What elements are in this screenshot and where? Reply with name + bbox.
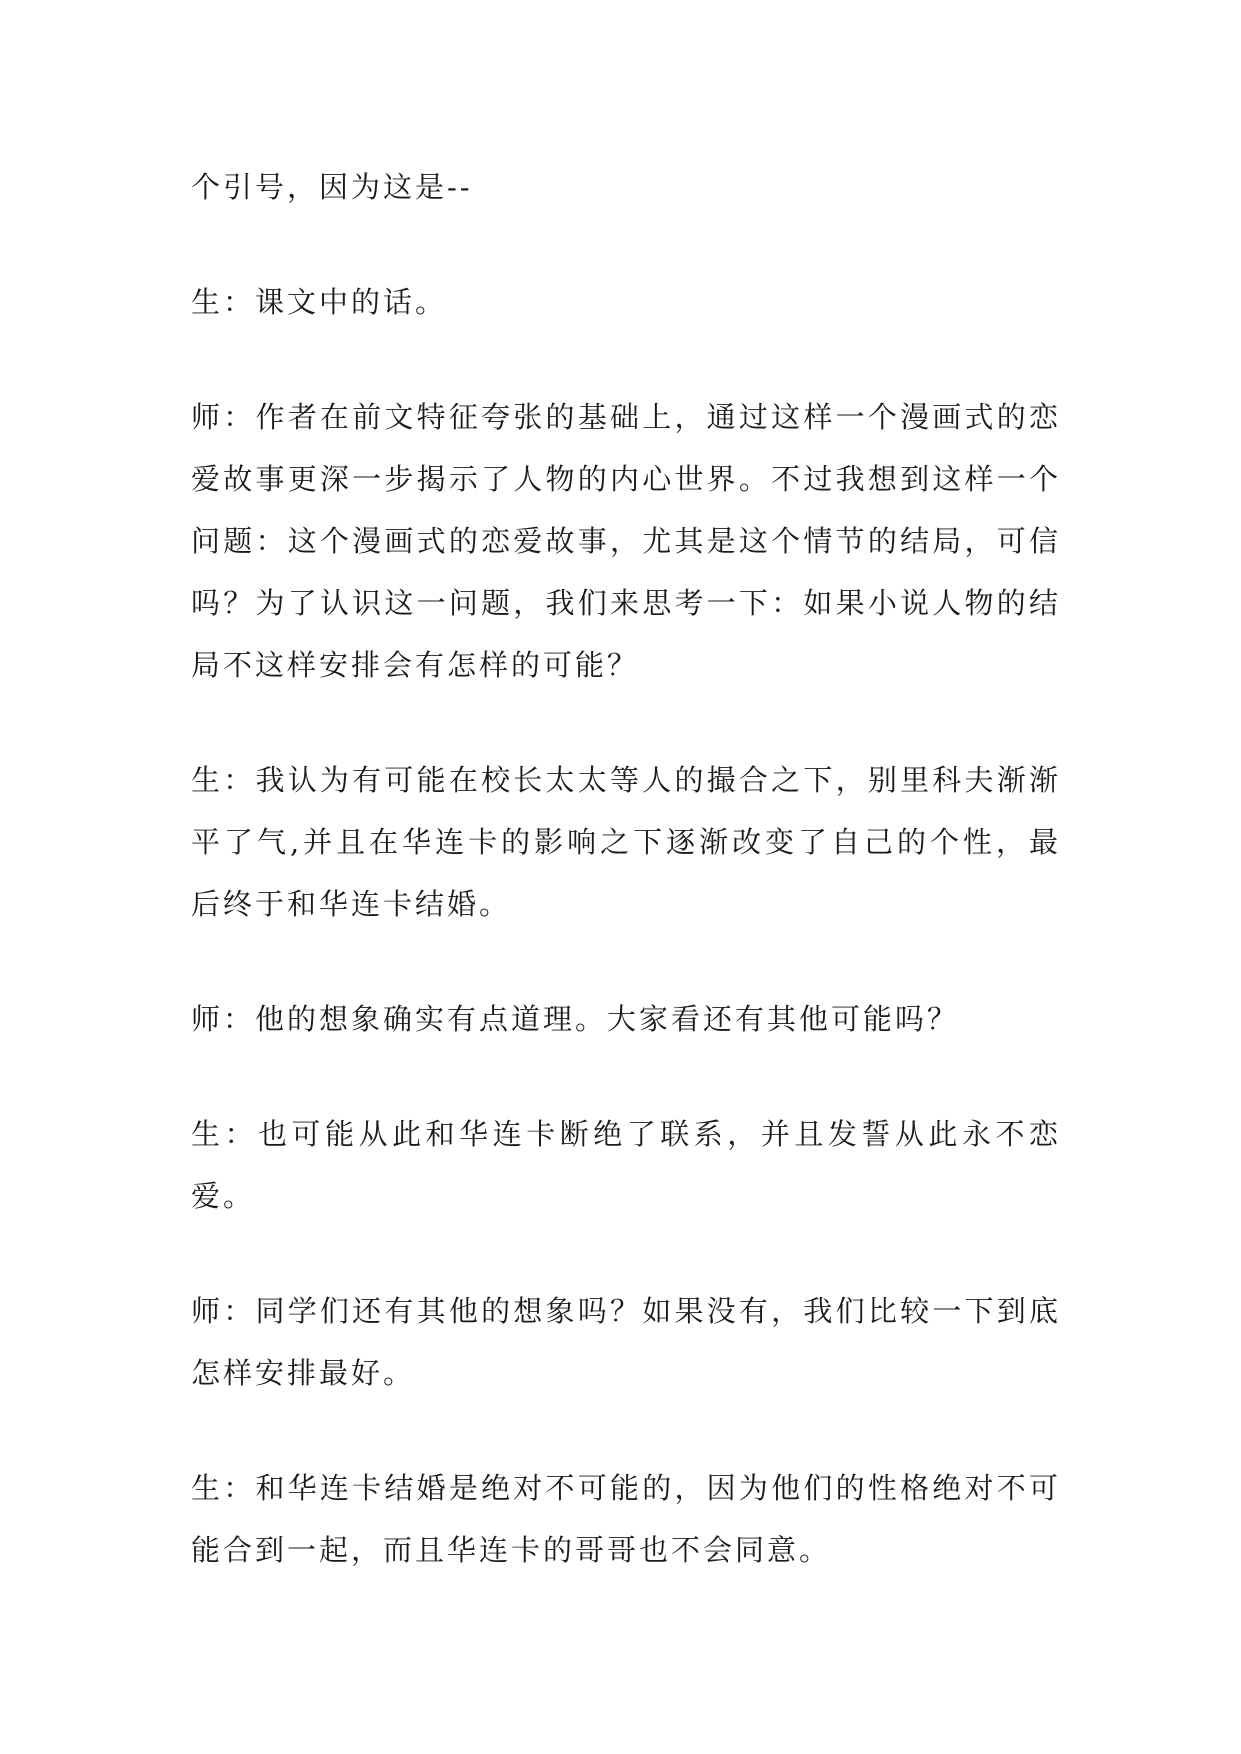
paragraph: 个引号，因为这是-- <box>191 170 473 204</box>
paragraph: 师：同学们还有其他的想象吗？如果没有，我们比较一下到底怎样安排最好。 <box>191 1294 1061 1390</box>
paragraph: 生：也可能从此和华连卡断绝了联系，并且发誓从此永不恋爱。 <box>191 1117 1061 1213</box>
paragraph: 师：作者在前文特征夸张的基础上，通过这样一个漫画式的恋爱故事更深一步揭示了人物的内心世界。不过我想到这样一个问题：这个漫画式的恋爱故事，尤其是这个情节的结局，可信吗？为了认识这一问题，我们来思考一下：如果小说人物的结局不这样安排会有怎样的可能？ <box>191 400 1061 682</box>
paragraph: 生：和华连卡结婚是绝对不可能的，因为他们的性格绝对不可能合到一起，而且华连卡的哥哥也不会同意。 <box>191 1471 1061 1567</box>
paragraph: 师：他的想象确实有点道理。大家看还有其他可能吗？ <box>191 1002 960 1036</box>
paragraph: 生：课文中的话。 <box>191 285 448 319</box>
paragraph: 生：我认为有可能在校长太太等人的撮合之下，别里科夫渐渐平了气,并且在华连卡的影响之下逐渐改变了自己的个性，最后终于和华连卡结婚。 <box>191 763 1061 921</box>
document-body <box>191 156 1061 1634</box>
